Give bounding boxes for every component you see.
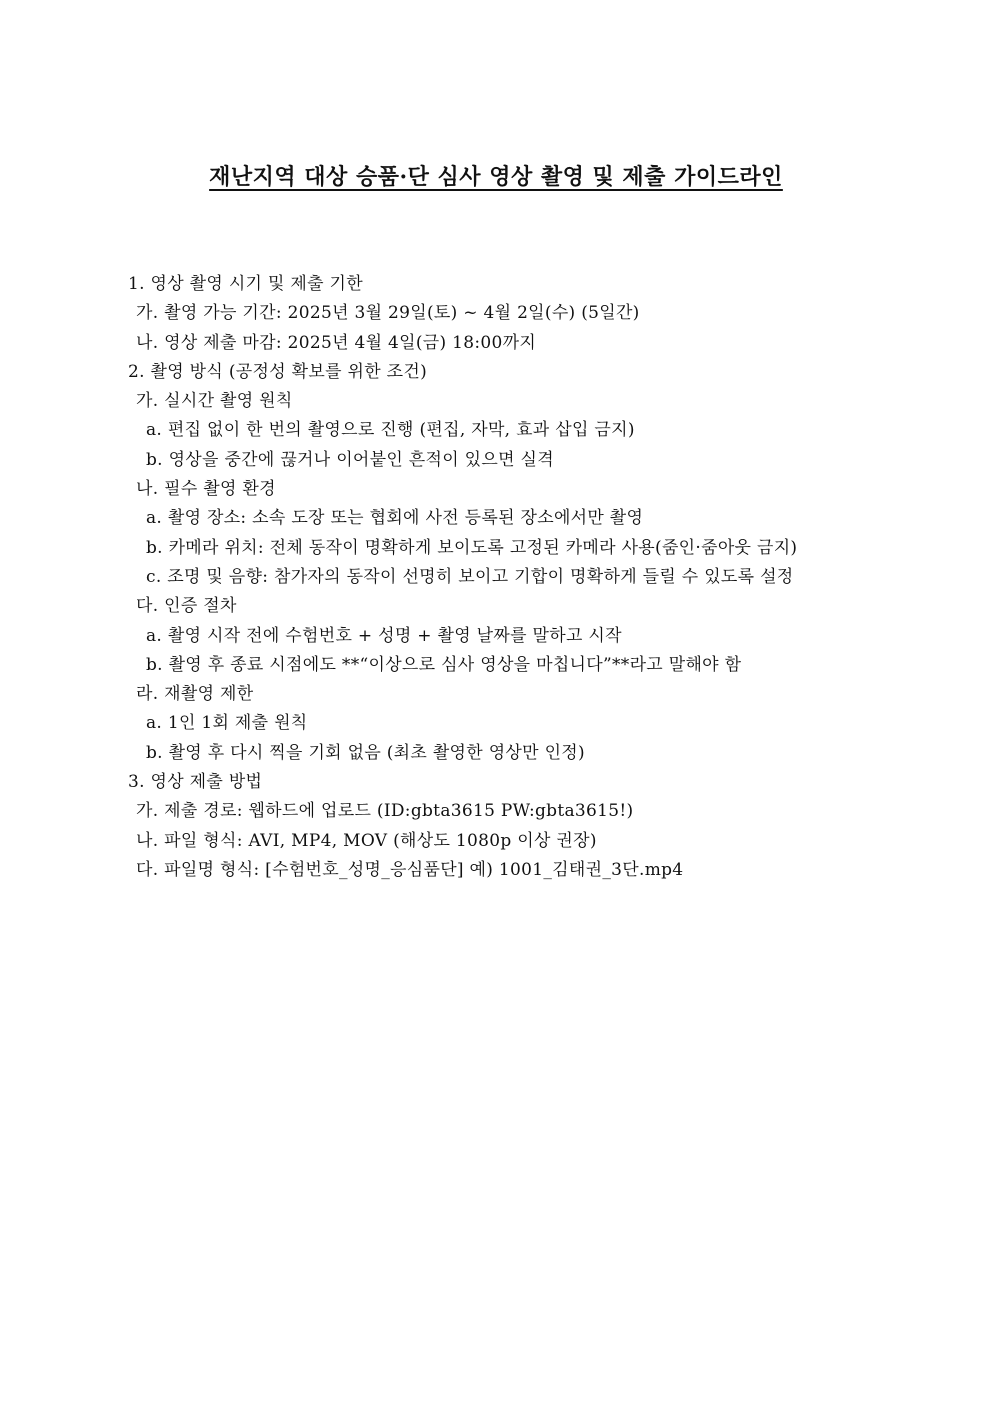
section-heading: 2. 촬영 방식 (공정성 확보를 위한 조건) bbox=[128, 361, 428, 382]
detail-item: a. 편집 없이 한 번의 촬영으로 진행 (편집, 자막, 효과 삽입 금지) bbox=[146, 420, 635, 441]
sub-item: 가. 제출 경로: 웹하드에 업로드 (ID:gbta3615 PW:gbta3615!) bbox=[136, 801, 634, 822]
sub-item: 가. 실시간 촬영 원칙 bbox=[136, 391, 293, 412]
sub-item: 다. 인증 절차 bbox=[136, 596, 237, 617]
detail-item: c. 조명 및 음향: 참가자의 동작이 선명히 보이고 기합이 명확하게 들릴 수 있도록 설정 bbox=[146, 566, 794, 587]
detail-item: b. 촬영 후 다시 찍을 기회 없음 (최초 촬영한 영상만 인정) bbox=[146, 742, 585, 763]
sub-item: 가. 촬영 가능 기간: 2025년 3월 29일(토) ~ 4월 2일(수) (5일간) bbox=[136, 303, 640, 324]
sub-item: 나. 영상 제출 마감: 2025년 4월 4일(금) 18:00까지 bbox=[136, 332, 537, 353]
detail-item: b. 영상을 중간에 끊거나 이어붙인 흔적이 있으면 실격 bbox=[146, 449, 554, 470]
sub-item: 다. 파일명 형식: [수험번호_성명_응심품단] 예) 1001_김태권_3단.mp4 bbox=[136, 859, 684, 880]
detail-item: b. 촬영 후 종료 시점에도 **“이상으로 심사 영상을 마칩니다”**라고 말해야 함 bbox=[146, 654, 742, 675]
sub-item: 나. 파일 형식: AVI, MP4, MOV (해상도 1080p 이상 권장) bbox=[136, 830, 597, 851]
section-heading: 1. 영상 촬영 시기 및 제출 기한 bbox=[128, 274, 363, 294]
detail-item: a. 촬영 시작 전에 수험번호 + 성명 + 촬영 날짜를 말하고 시작 bbox=[146, 625, 622, 646]
document-title-text: 재난지역 대상 승품·단 심사 영상 촬영 및 제출 가이드라인 bbox=[209, 164, 783, 190]
detail-item: a. 1인 1회 제출 원칙 bbox=[146, 713, 308, 734]
detail-item: a. 촬영 장소: 소속 도장 또는 협회에 사전 등록된 장소에서만 촬영 bbox=[146, 508, 644, 529]
sub-item: 나. 필수 촬영 환경 bbox=[136, 479, 276, 500]
document-body bbox=[128, 270, 868, 885]
sub-item: 라. 재촬영 제한 bbox=[136, 684, 254, 705]
section-heading: 3. 영상 제출 방법 bbox=[128, 772, 263, 793]
document-title bbox=[0, 160, 992, 191]
detail-item: b. 카메라 위치: 전체 동작이 명확하게 보이도록 고정된 카메라 사용(줌인·줌아웃 금지) bbox=[146, 537, 798, 558]
